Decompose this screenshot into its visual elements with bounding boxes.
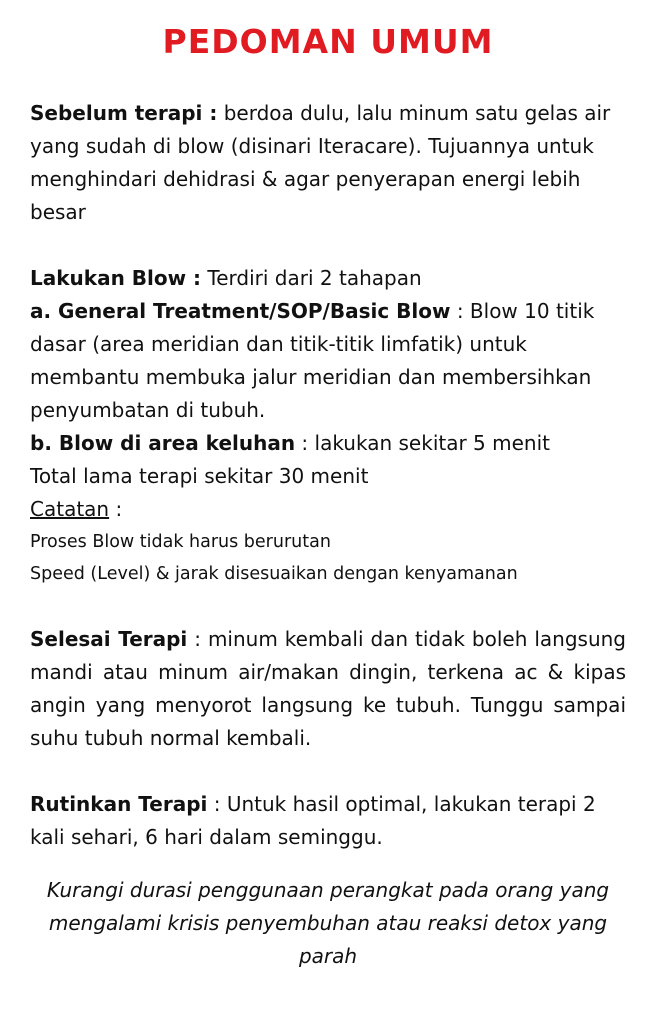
section-blow bbox=[30, 262, 626, 295]
section-after-therapy bbox=[30, 623, 626, 755]
step-b bbox=[30, 427, 626, 460]
blow-label: Lakukan Blow : bbox=[30, 266, 202, 290]
notes-heading bbox=[30, 493, 626, 526]
notes-colon: : bbox=[109, 497, 123, 521]
page-title: PEDOMAN UMUM bbox=[162, 22, 494, 61]
step-a-label: a. General Treatment/SOP/Basic Blow bbox=[30, 299, 451, 323]
spacer bbox=[30, 755, 626, 788]
step-b-text: : lakukan sekitar 5 menit bbox=[295, 431, 550, 455]
step-b-label: b. Blow di area keluhan bbox=[30, 431, 296, 455]
note-item: Speed (Level) & jarak disesuaikan dengan kenyamanan bbox=[30, 564, 518, 584]
section-routine bbox=[30, 788, 626, 854]
routine-text: : Untuk hasil optimal, lakukan terapi 2 kali sehari, 6 hari dalam seminggu. bbox=[30, 792, 596, 849]
before-therapy-text: berdoa dulu, lalu minum satu gelas air yang sudah di blow (disinari Iteracare). Tujuannya untuk menghindari dehidrasi & agar penyerapan energi lebih besar bbox=[30, 101, 611, 224]
notes-label: Catatan bbox=[30, 497, 110, 521]
spacer bbox=[30, 229, 626, 262]
spacer bbox=[30, 590, 626, 623]
after-therapy-label: Selesai Terapi bbox=[30, 627, 188, 651]
before-therapy-label: Sebelum terapi : bbox=[30, 101, 218, 125]
blow-text: Terdiri dari 2 tahapan bbox=[201, 266, 422, 290]
after-therapy-text: : minum kembali dan tidak boleh langsung mandi atau minum air/makan dingin, terkena ac & kipas angin yang menyorot langsung ke tubuh. Tunggu sampai suhu tubuh normal kembali. bbox=[30, 627, 626, 750]
step-a bbox=[30, 295, 626, 427]
guideline-body bbox=[30, 97, 626, 973]
total-duration: Total lama terapi sekitar 30 menit bbox=[30, 464, 369, 488]
routine-label: Rutinkan Terapi bbox=[30, 792, 208, 816]
closing-note: Kurangi durasi penggunaan perangkat pada orang yang mengalami krisis penyembuhan atau reaksi detox yang parah bbox=[46, 878, 610, 968]
step-a-text: : Blow 10 titik dasar (area meridian dan titik-titik limfatik) untuk membantu membuka jalur meridian dan membersihkan penyumbatan di tubuh. bbox=[30, 299, 595, 422]
note-item: Proses Blow tidak harus berurutan bbox=[30, 532, 331, 552]
section-before-therapy bbox=[30, 97, 626, 229]
